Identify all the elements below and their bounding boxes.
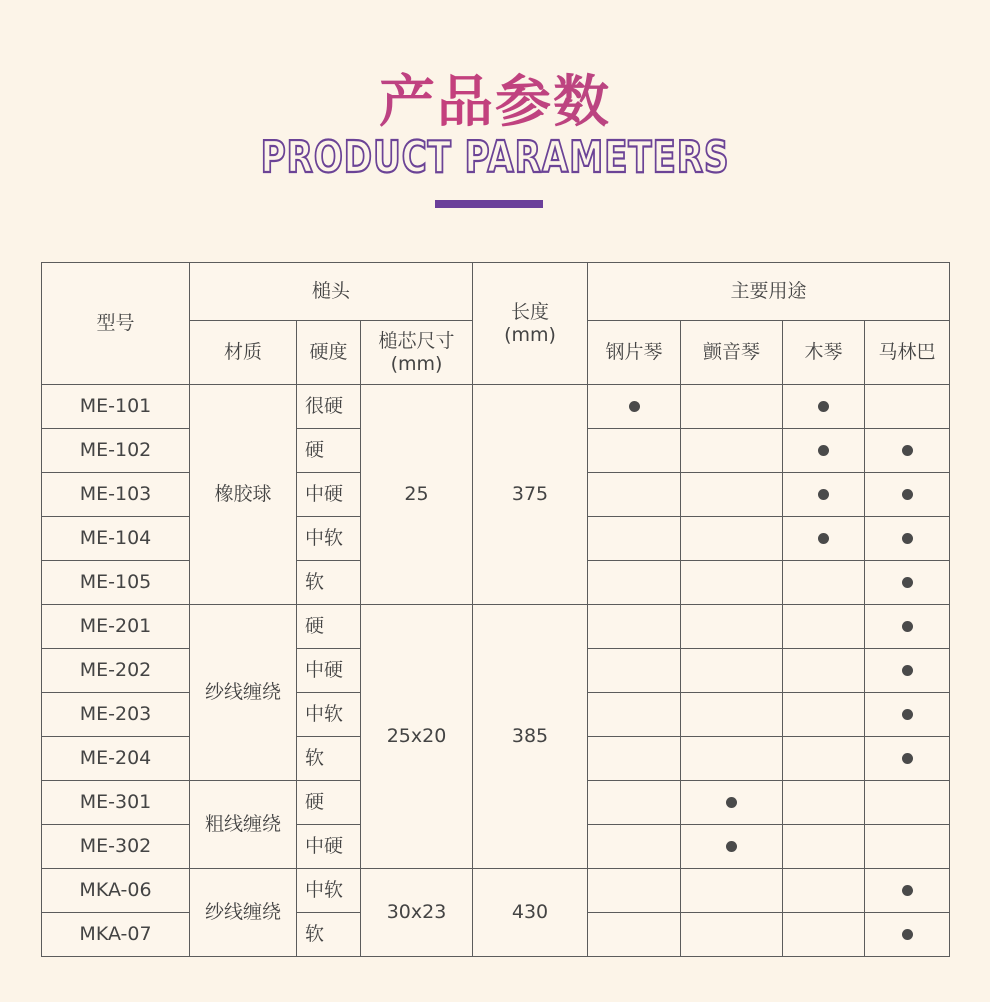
cell-usage [783,429,865,473]
cell-usage [783,517,865,561]
cell-usage [681,737,783,781]
cell-usage [783,649,865,693]
cell-hardness: 软 [297,913,361,957]
cell-hardness: 中软 [297,517,361,561]
cell-usage [588,781,681,825]
page-title: 产品参数 [0,58,990,138]
usage-dot-icon [902,709,913,720]
cell-hardness: 硬 [297,429,361,473]
header-hardness: 硬度 [297,321,361,385]
cell-usage [681,517,783,561]
title-divider [435,200,543,208]
cell-usage [865,869,950,913]
cell-usage [865,737,950,781]
cell-hardness: 软 [297,737,361,781]
cell-usage [588,825,681,869]
cell-core-size: 30x23 [361,869,473,957]
cell-usage [681,913,783,957]
header-core-size [361,321,473,385]
cell-usage [681,649,783,693]
cell-usage [783,869,865,913]
cell-model: MKA-07 [42,913,190,957]
cell-usage [588,517,681,561]
cell-usage [783,913,865,957]
cell-usage [681,781,783,825]
cell-material: 纱线缠绕 [190,605,297,781]
cell-usage [865,429,950,473]
cell-usage [681,869,783,913]
cell-hardness: 软 [297,561,361,605]
usage-dot-icon [818,445,829,456]
usage-dot-icon [726,797,737,808]
cell-usage [865,913,950,957]
cell-model: ME-105 [42,561,190,605]
usage-dot-icon [726,841,737,852]
header-length-unit: (mm) [504,323,556,346]
cell-usage [681,605,783,649]
cell-hardness: 中软 [297,869,361,913]
cell-usage [783,605,865,649]
cell-usage [681,561,783,605]
cell-hardness: 中硬 [297,649,361,693]
cell-length: 430 [473,869,588,957]
usage-dot-icon [902,533,913,544]
cell-model: ME-201 [42,605,190,649]
cell-usage [865,693,950,737]
cell-model: ME-203 [42,693,190,737]
cell-usage [681,385,783,429]
cell-material: 橡胶球 [190,385,297,605]
header-mallet-head: 槌头 [190,263,473,321]
header-length-label: 长度 [511,300,550,323]
cell-usage [588,561,681,605]
cell-usage [783,693,865,737]
usage-dot-icon [902,489,913,500]
page-subtitle: PRODUCT PARAMETERS [260,132,730,183]
cell-model: ME-103 [42,473,190,517]
usage-dot-icon [902,885,913,896]
cell-model: ME-101 [42,385,190,429]
cell-usage [681,693,783,737]
cell-material: 粗线缠绕 [190,781,297,869]
table-row [42,605,950,649]
header-core-size-unit: (mm) [390,352,443,375]
cell-hardness: 硬 [297,605,361,649]
cell-model: ME-204 [42,737,190,781]
usage-dot-icon [818,533,829,544]
cell-core-size: 25x20 [361,605,473,869]
cell-usage [865,517,950,561]
cell-usage [783,561,865,605]
usage-dot-icon [902,621,913,632]
parameters-table [41,262,950,957]
usage-dot-icon [902,577,913,588]
cell-length: 375 [473,385,588,605]
cell-usage [865,825,950,869]
cell-model: ME-202 [42,649,190,693]
cell-usage [865,385,950,429]
cell-usage [588,649,681,693]
cell-usage [588,605,681,649]
table-row [42,385,950,429]
cell-usage [681,473,783,517]
cell-usage [588,737,681,781]
header-usage-marimba: 马林巴 [865,321,950,385]
cell-material: 纱线缠绕 [190,869,297,957]
cell-usage [588,693,681,737]
cell-model: ME-302 [42,825,190,869]
usage-dot-icon [818,401,829,412]
cell-usage [865,649,950,693]
cell-model: ME-104 [42,517,190,561]
header-usage-celesta: 钢片琴 [588,321,681,385]
header-usage-xylophone: 木琴 [783,321,865,385]
cell-usage [865,781,950,825]
cell-hardness: 很硬 [297,385,361,429]
usage-dot-icon [902,665,913,676]
cell-usage [865,561,950,605]
header-core-size-label: 槌芯尺寸 [378,329,455,352]
cell-usage [783,385,865,429]
usage-dot-icon [902,445,913,456]
cell-core-size: 25 [361,385,473,605]
cell-hardness: 中硬 [297,473,361,517]
usage-dot-icon [629,401,640,412]
header-length [473,263,588,385]
cell-usage [588,385,681,429]
cell-usage [783,825,865,869]
cell-hardness: 硬 [297,781,361,825]
cell-model: ME-102 [42,429,190,473]
usage-dot-icon [902,929,913,940]
table-body [42,385,950,957]
cell-usage [588,473,681,517]
usage-dot-icon [818,489,829,500]
header-model: 型号 [42,263,190,385]
cell-usage [783,473,865,517]
cell-usage [588,869,681,913]
cell-usage [681,429,783,473]
cell-hardness: 中软 [297,693,361,737]
cell-hardness: 中硬 [297,825,361,869]
header-usage: 主要用途 [588,263,950,321]
cell-usage [681,825,783,869]
cell-usage [783,781,865,825]
cell-usage [588,429,681,473]
cell-model: ME-301 [42,781,190,825]
cell-usage [865,473,950,517]
cell-usage [865,605,950,649]
header-usage-vibraphone: 颤音琴 [681,321,783,385]
header-material: 材质 [190,321,297,385]
cell-length: 385 [473,605,588,869]
usage-dot-icon [902,753,913,764]
cell-usage [783,737,865,781]
table-row [42,869,950,913]
cell-model: MKA-06 [42,869,190,913]
cell-usage [588,913,681,957]
